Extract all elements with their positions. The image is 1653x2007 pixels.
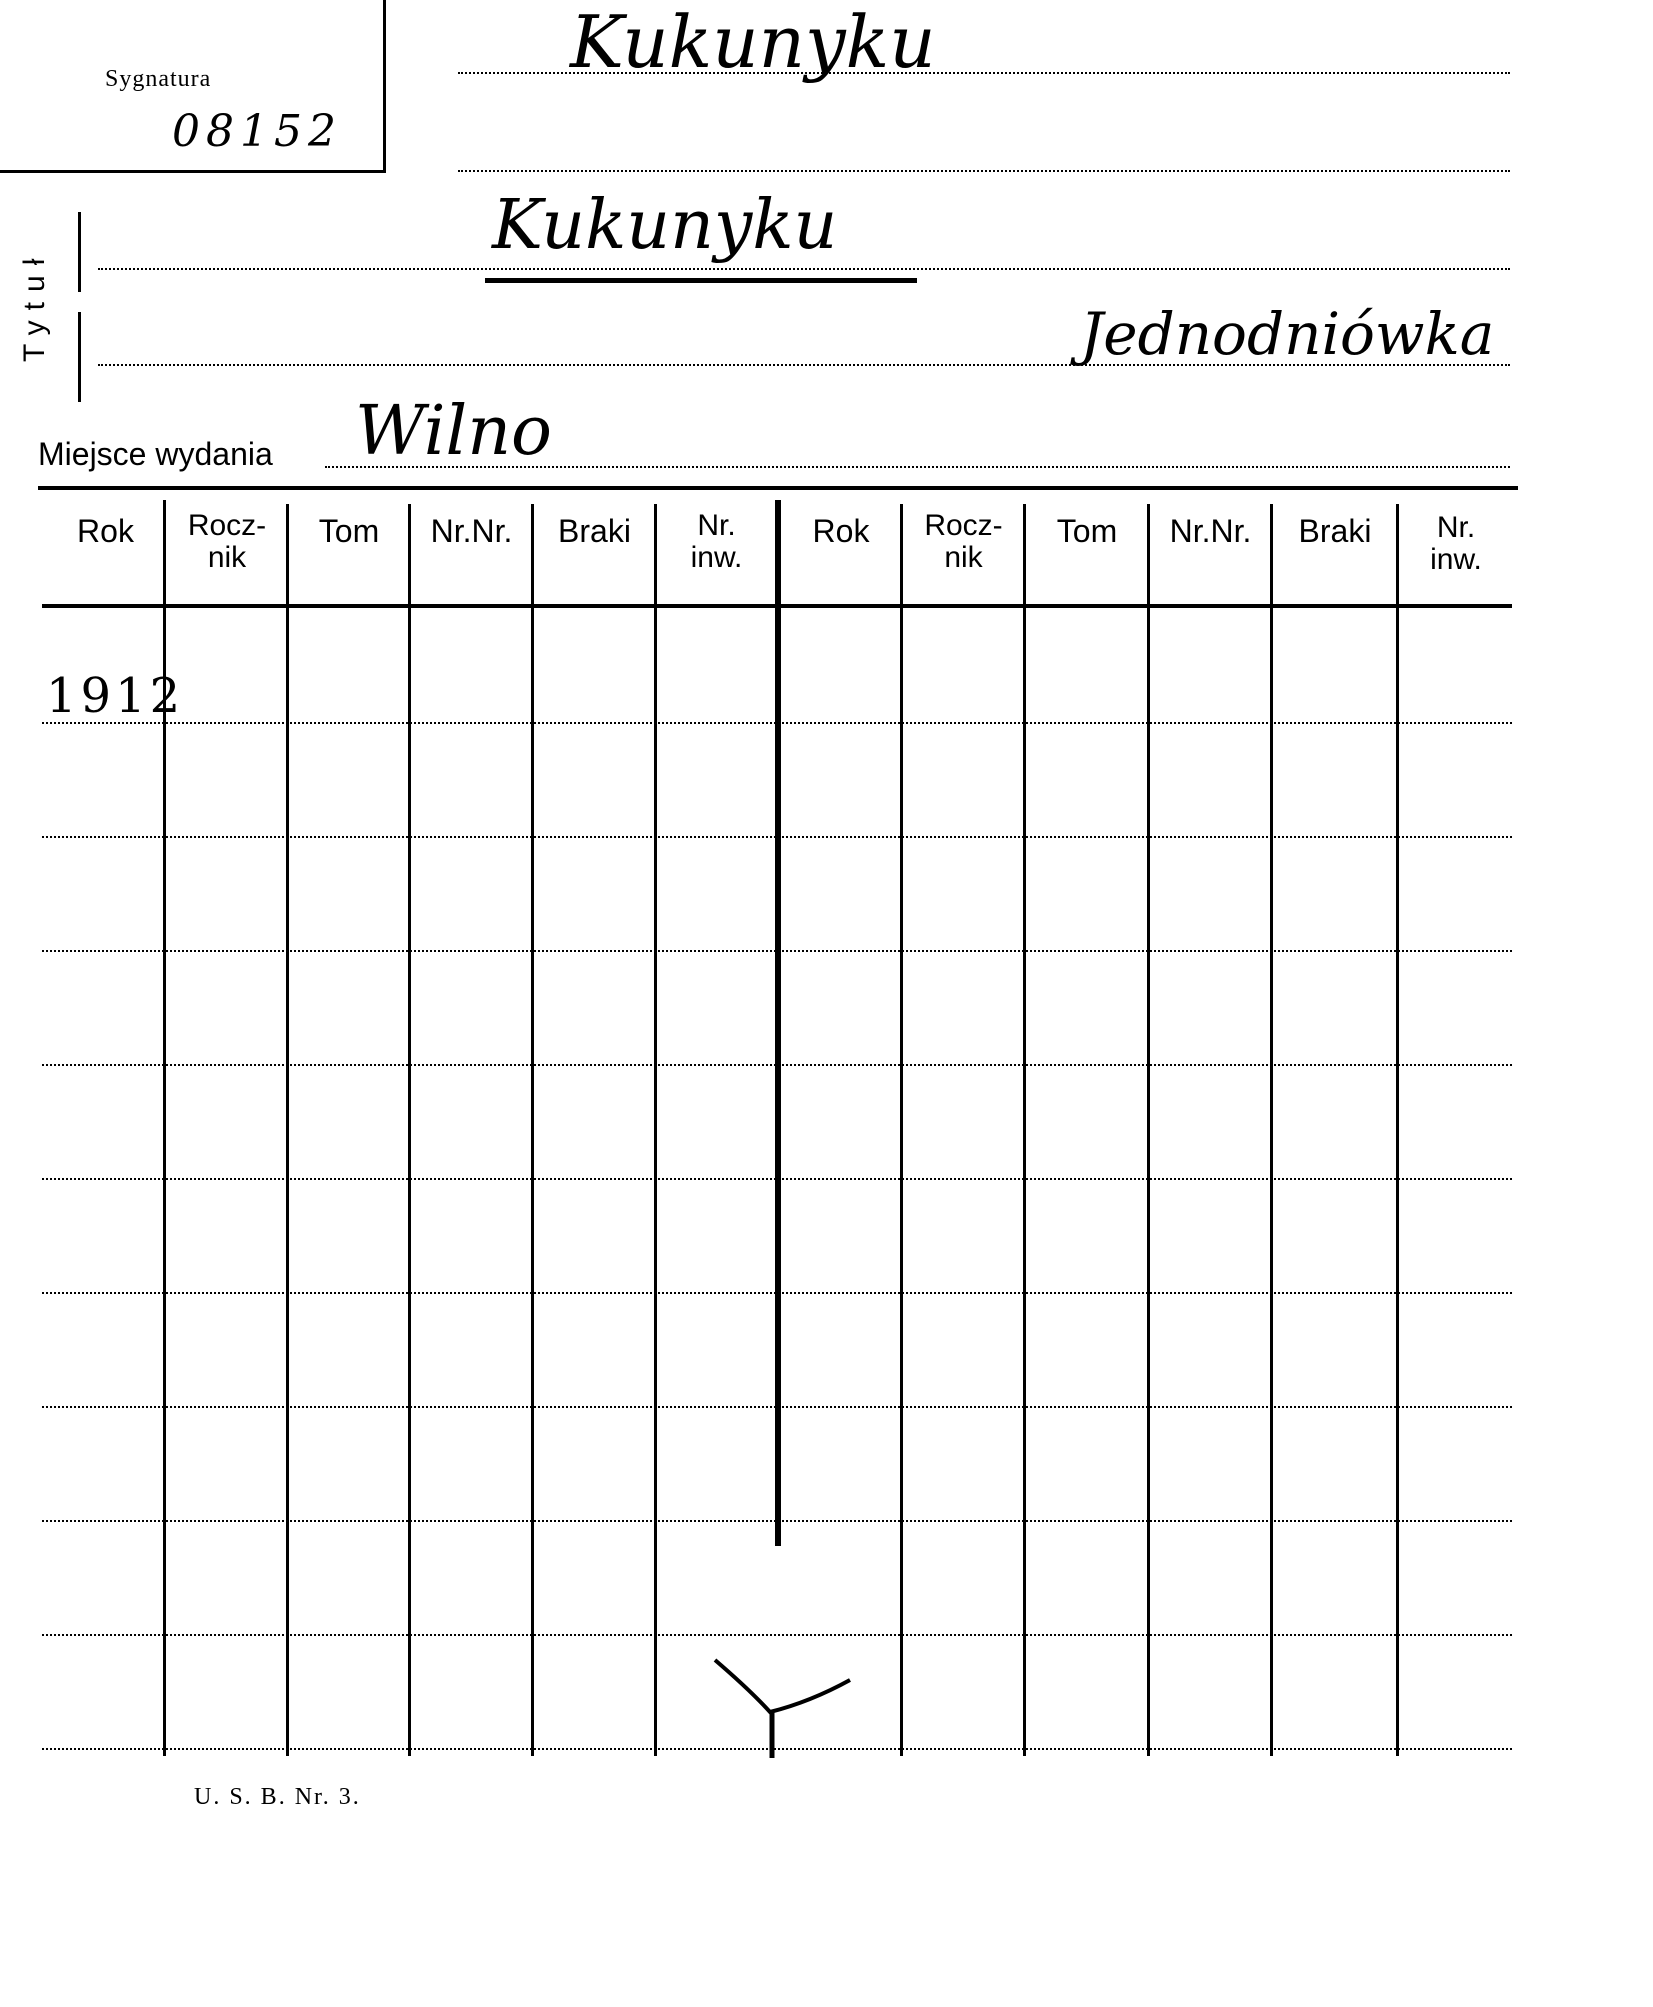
place-value: Wilno bbox=[355, 392, 552, 471]
row-line bbox=[42, 1406, 1512, 1408]
title-line-4 bbox=[98, 364, 1510, 366]
header-rok-left: Rok bbox=[77, 513, 134, 549]
header-nrnr-left: Nr.Nr. bbox=[430, 513, 513, 549]
header-rocznik-right: Rocz- nik bbox=[924, 509, 1003, 574]
row-line bbox=[42, 1064, 1512, 1066]
row-line bbox=[42, 1292, 1512, 1294]
col-line-8 bbox=[1023, 504, 1026, 1756]
place-line bbox=[325, 466, 1510, 468]
header-nrnr-right: Nr.Nr. bbox=[1169, 513, 1252, 549]
type-handwritten: Jednodniówka bbox=[1080, 300, 1495, 368]
col-divider-center bbox=[775, 500, 781, 1546]
signature-value: 08152 bbox=[172, 106, 342, 157]
title-bracket-1 bbox=[78, 212, 81, 292]
title-line-3 bbox=[98, 268, 1510, 270]
col-line-9 bbox=[1147, 504, 1150, 1756]
row-line bbox=[42, 1634, 1512, 1636]
row-line bbox=[42, 1748, 1512, 1750]
col-line-10 bbox=[1270, 504, 1273, 1756]
title-handwritten: Kukunyku bbox=[570, 0, 936, 84]
header-braki-right: Braki bbox=[1298, 513, 1372, 549]
header-nrinw-left: Nr. inw. bbox=[690, 509, 743, 574]
col-line-4 bbox=[531, 504, 534, 1756]
header-rok-right: Rok bbox=[812, 513, 870, 549]
table-top-border bbox=[38, 486, 1518, 490]
footer-code: U. S. B. Nr. 3. bbox=[194, 1784, 361, 1810]
col-line-2 bbox=[286, 504, 289, 1756]
col-line-7 bbox=[900, 504, 903, 1756]
col-line-5 bbox=[654, 504, 657, 1756]
title-line-1 bbox=[458, 72, 1510, 74]
header-rocznik-left: Rocz- nik bbox=[187, 509, 267, 574]
title-underline bbox=[485, 278, 917, 283]
header-tom-left: Tom bbox=[318, 513, 380, 549]
row-line bbox=[42, 1520, 1512, 1522]
title-side-label: Tytuł bbox=[18, 248, 51, 362]
title-bracket-2 bbox=[78, 312, 81, 402]
row-line bbox=[42, 950, 1512, 952]
row-line bbox=[42, 1178, 1512, 1180]
title-line-2 bbox=[458, 170, 1510, 172]
title-handwritten-underlined: Kukunyku bbox=[492, 186, 838, 265]
row-line bbox=[42, 836, 1512, 838]
row-1-rok: 1912 bbox=[46, 668, 185, 724]
punch-hole-notch bbox=[700, 1640, 860, 1760]
header-braki-left: Braki bbox=[558, 513, 631, 549]
place-label: Miejsce wydania bbox=[38, 436, 273, 472]
signature-box bbox=[0, 0, 386, 173]
header-tom-right: Tom bbox=[1056, 513, 1118, 549]
col-line-3 bbox=[408, 504, 411, 1756]
header-nrinw-right: Nr. inw. bbox=[1430, 511, 1482, 576]
row-line bbox=[42, 722, 1512, 724]
col-line-11 bbox=[1396, 504, 1399, 1756]
signature-label: Sygnatura bbox=[105, 66, 212, 92]
